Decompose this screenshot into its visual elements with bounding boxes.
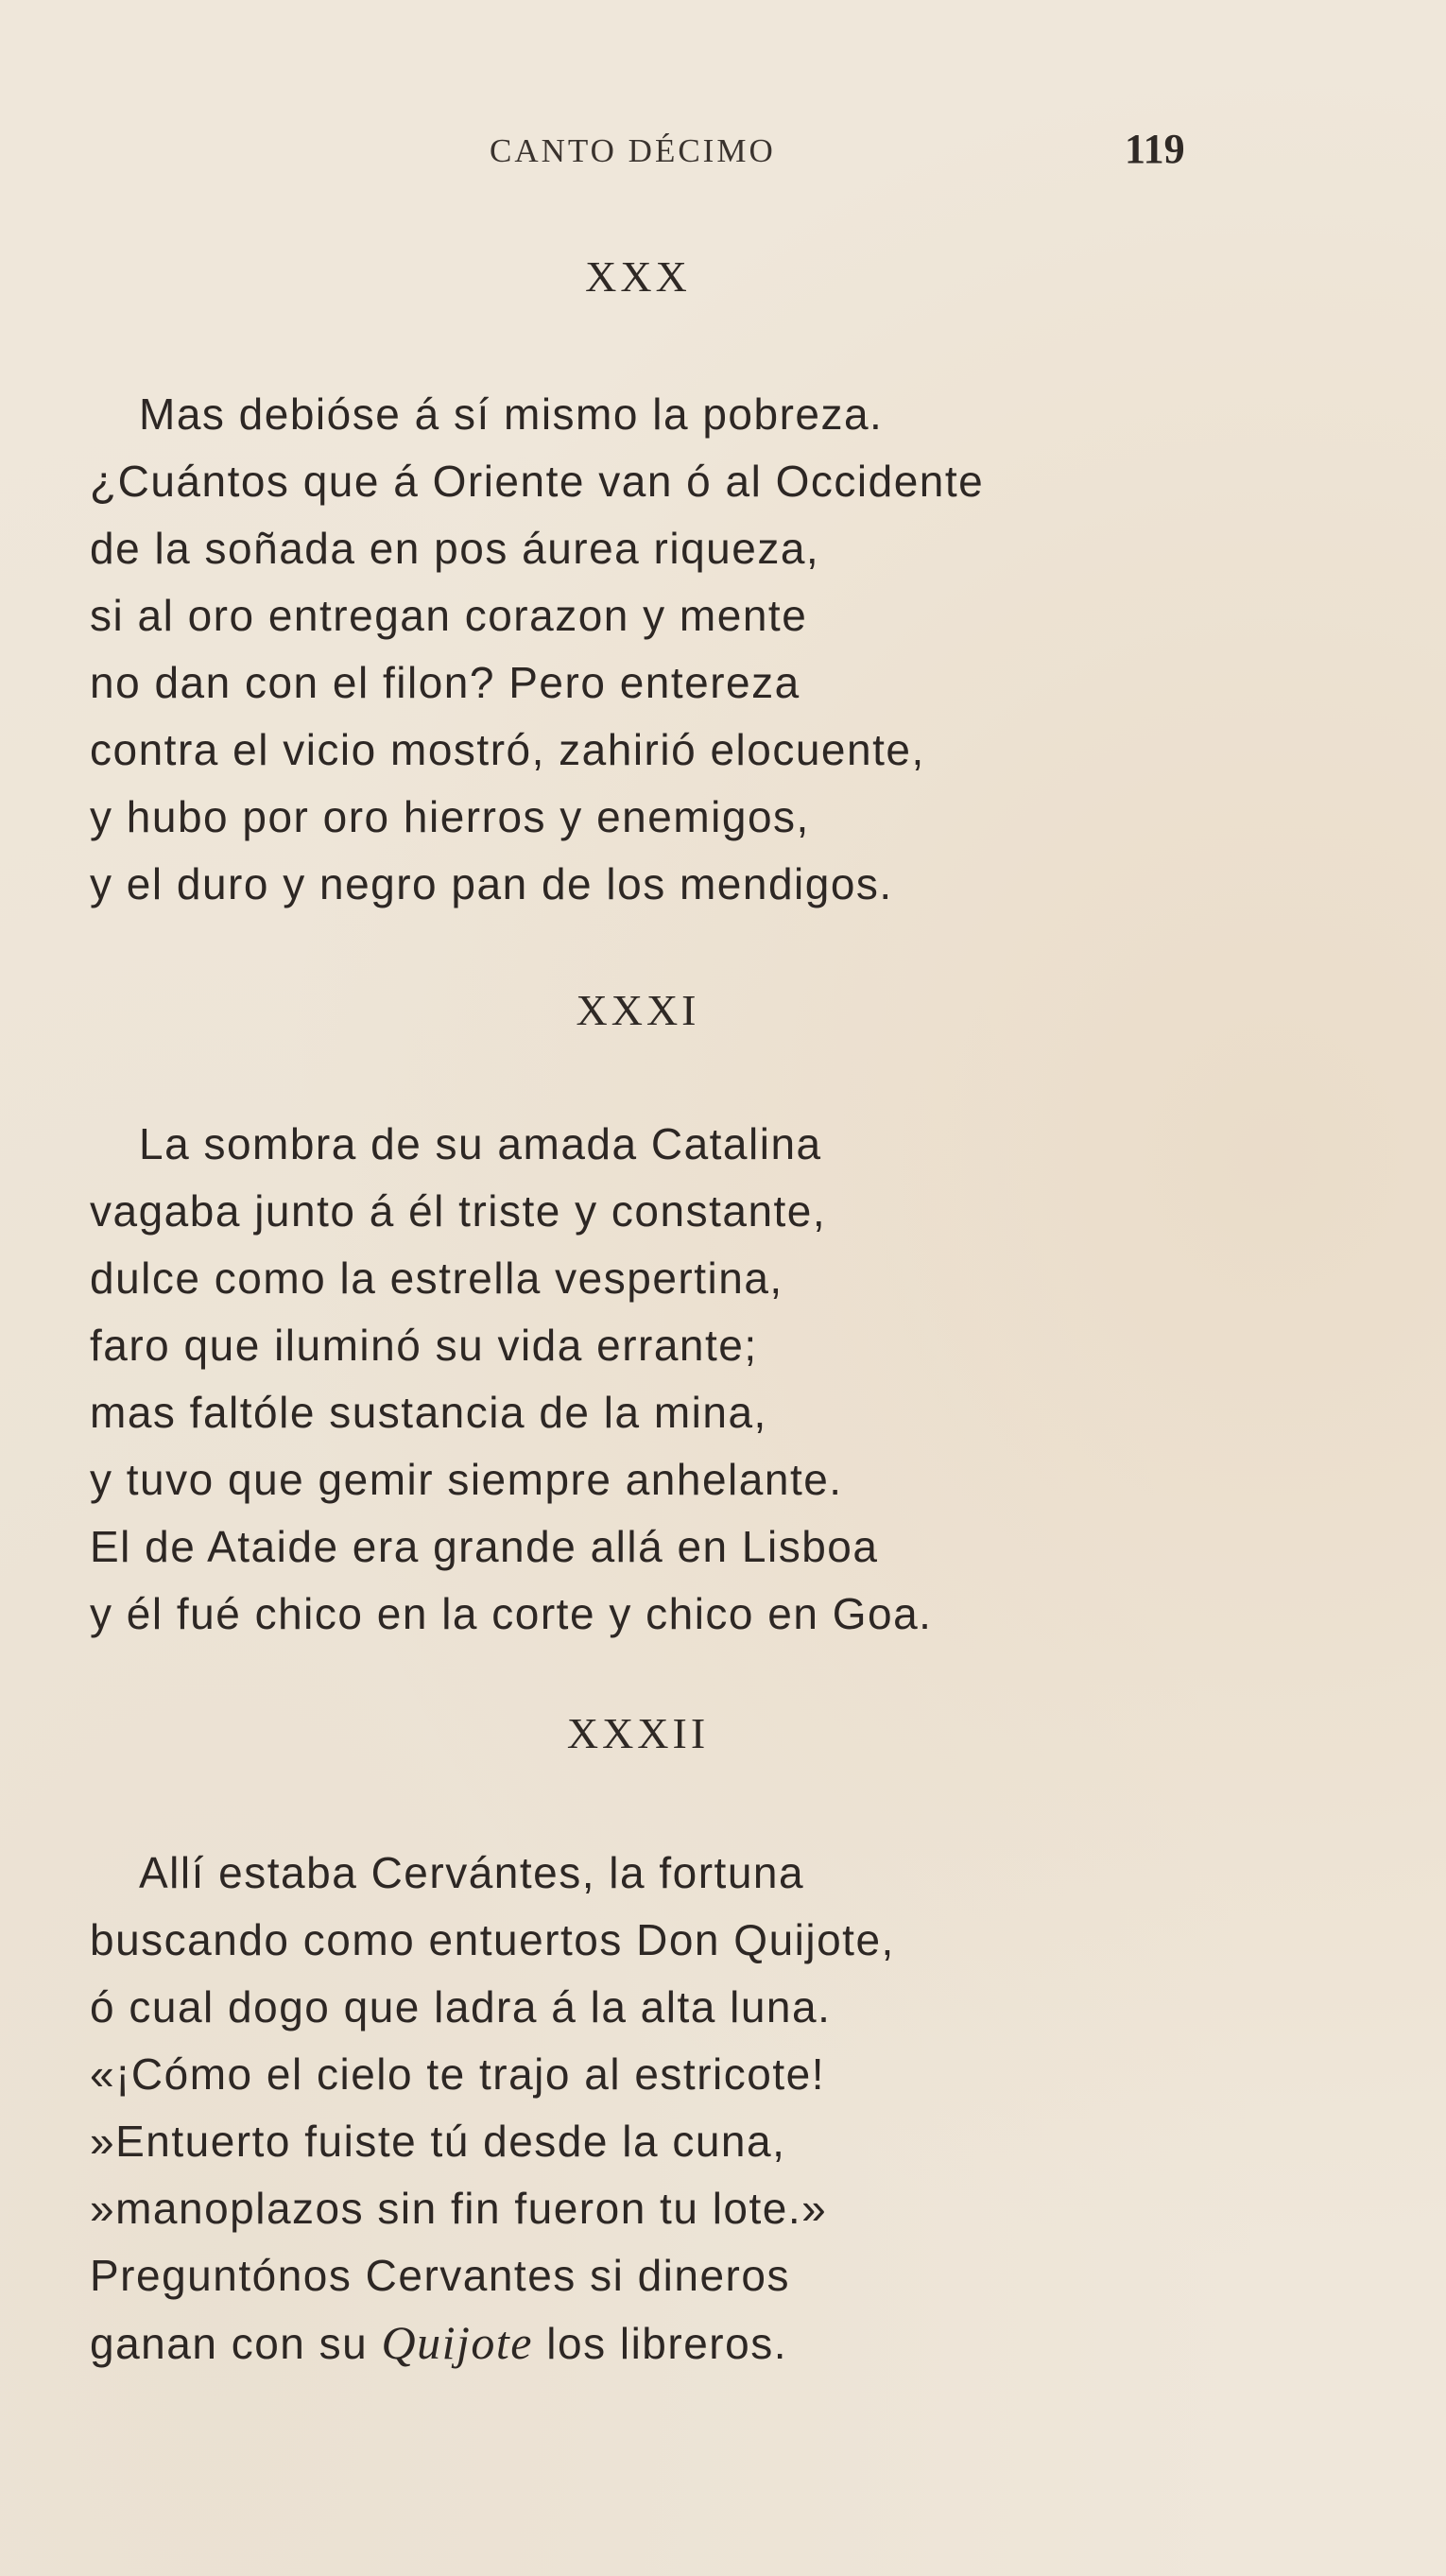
stanza-xxx — [90, 381, 1177, 918]
verse-line: y tuvo que gemir siempre anhelante. — [90, 1455, 843, 1504]
verse-line: de la soñada en pos áurea riqueza, — [90, 524, 820, 573]
verse-line: contra el vicio mostró, zahirió elocuente, — [90, 725, 925, 774]
verse-line: Allí estaba Cervántes, la fortuna — [139, 1848, 805, 1897]
verse-line: y él fué chico en la corte y chico en Goa. — [90, 1589, 933, 1638]
verse-line: faro que iluminó su vida errante; — [90, 1321, 758, 1370]
verse-line: «¡Cómo el cielo te trajo al estricote! — [90, 2049, 825, 2099]
verse-line: »Entuerto fuiste tú desde la cuna, — [90, 2117, 786, 2166]
verse-line: Mas debióse á sí mismo la pobreza. — [139, 389, 884, 439]
verse-line: dulce como la estrella vespertina, — [90, 1253, 783, 1303]
verse-line: y el duro y negro pan de los mendigos. — [90, 859, 893, 908]
verse-line: ¿Cuántos que á Oriente van ó al Occidente — [90, 457, 985, 506]
book-title-italic: Quijote — [381, 2316, 533, 2369]
verse-line: no dan con el filon? Pero entereza — [90, 658, 800, 707]
stanza-xxxii — [90, 1840, 1177, 2377]
verse-line-last — [90, 2309, 1177, 2377]
verse-text: los libreros. — [533, 2319, 787, 2368]
verse-line: »manoplazos sin fin fueron tu lote.» — [90, 2184, 828, 2233]
stanza-xxxi — [90, 1111, 1177, 1648]
verse-line: El de Ataide era grande allá en Lisboa — [90, 1522, 879, 1571]
stanza-number-xxx: XXX — [585, 252, 691, 301]
verse-line: si al oro entregan corazon y mente — [90, 591, 808, 640]
verse-line: buscando como entuertos Don Quijote, — [90, 1915, 895, 1964]
verse-line: ó cual dogo que ladra á la alta luna. — [90, 1982, 832, 2031]
stanza-number-xxxii: XXXII — [566, 1709, 710, 1757]
verse-line: y hubo por oro hierros y enemigos, — [90, 792, 810, 841]
verse-line: vagaba junto á él triste y constante, — [90, 1186, 827, 1236]
verse-text: ganan con su — [90, 2319, 382, 2368]
page-number: 119 — [1125, 126, 1185, 172]
running-head: CANTO DÉCIMO — [490, 132, 776, 169]
stanza-number-xxxi: XXXI — [576, 986, 700, 1034]
verse-line: La sombra de su amada Catalina — [139, 1119, 822, 1168]
verse-line: Preguntónos Cervantes si dineros — [90, 2251, 790, 2300]
verse-line: mas faltóle sustancia de la mina, — [90, 1388, 767, 1437]
